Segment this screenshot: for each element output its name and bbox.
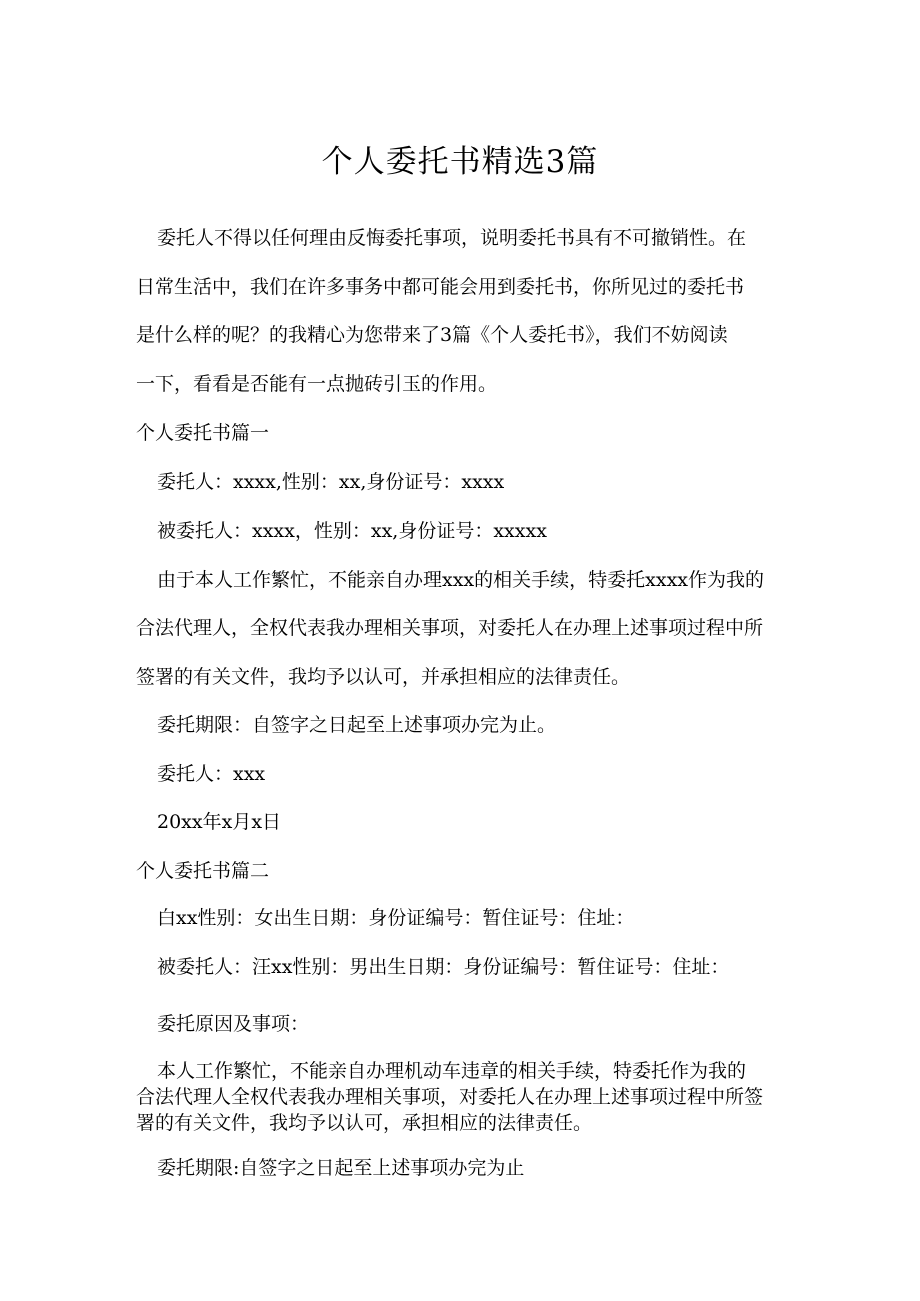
agent-info-1: 被委托人：xxxx，性别：xx,身份证号：xxxxx — [157, 520, 547, 542]
document-title: 个人委托书精选3篇 — [321, 144, 599, 180]
authorization-line-5: 合法代理人全权代表我办理相关事项，对委托人在办理上述事项过程中所签 — [136, 1086, 764, 1108]
authorization-line-6: 署的有关文件，我均予以认可，承担相应的法律责任。 — [136, 1112, 593, 1134]
intro-line-4: 一下，看看是否能有一点抛砖引玉的作用。 — [136, 373, 498, 395]
agent-info-2: 被委托人：汪xx性别：男出生日期：身份证编号：暂住证号：住址： — [157, 956, 730, 978]
reason-heading: 委托原因及事项： — [157, 1013, 310, 1035]
authorization-line-4: 本人工作繁忙，不能亲自办理机动车违章的相关手续，特委托作为我的 — [157, 1060, 747, 1082]
principal-info-1: 委托人：xxxx,性别：xx,身份证号：xxxx — [157, 471, 505, 493]
authorization-line-1: 由于本人工作繁忙，不能亲自办理xxx的相关手续，特委托xxxx作为我的 — [157, 569, 765, 591]
principal-info-2: 白xx性别：女出生日期：身份证编号：暂住证号：住址： — [157, 907, 635, 929]
intro-line-1: 委托人不得以任何理由反悔委托事项，说明委托书具有不可撤销性。在 — [157, 227, 747, 249]
authorization-line-3: 签署的有关文件，我均予以认可，并承担相应的法律责任。 — [136, 666, 631, 688]
section-heading-1: 个人委托书篇一 — [136, 422, 270, 444]
section-heading-2: 个人委托书篇二 — [136, 860, 270, 882]
intro-line-3: 是什么样的呢？的我精心为您带来了3篇《个人委托书》，我们不妨阅读 — [136, 324, 728, 346]
date-line-1: 20xx年x月x日 — [157, 811, 282, 833]
signature-line-1: 委托人：xxx — [157, 763, 266, 785]
term-line-2: 委托期限:自签字之日起至上述事项办完为止 — [157, 1157, 525, 1179]
term-line-1: 委托期限：自签字之日起至上述事项办完为止。 — [157, 714, 557, 736]
authorization-line-2: 合法代理人，全权代表我办理相关事项，对委托人在办理上述事项过程中所 — [136, 617, 764, 639]
intro-line-2: 日常生活中，我们在许多事务中都可能会用到委托书，你所见过的委托书 — [136, 276, 745, 298]
